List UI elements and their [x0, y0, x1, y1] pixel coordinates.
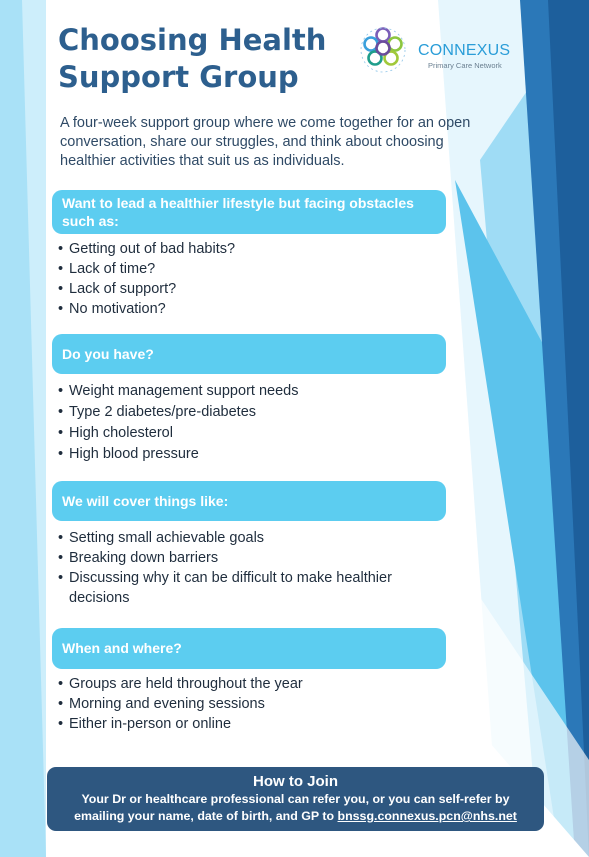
- intro-text: A four-week support group where we come together for an open conversation, share our struggles, and think about choosing healthier activities that suit us as individuals.: [60, 115, 471, 169]
- list-item: • Type 2 diabetes/pre-diabetes: [58, 402, 428, 423]
- connexus-logo: [352, 26, 522, 86]
- logo-name: CONNEXUS: [418, 42, 511, 59]
- section-heading: Want to lead a healthier lifestyle but facing obstacles such as:: [52, 190, 446, 234]
- how-to-join-title: How to Join: [253, 773, 338, 790]
- email-link[interactable]: bnssg.connexus.pcn@nhs.net: [337, 809, 517, 823]
- list-item: • Discussing why it can be difficult to make healthier decisions: [58, 568, 430, 608]
- logo-rings-icon: [352, 26, 414, 82]
- list-item: • Groups are held throughout the year: [58, 674, 428, 694]
- obstacles-list: [58, 239, 428, 319]
- list-item: • Breaking down barriers: [58, 548, 430, 568]
- list-item: • Either in-person or online: [58, 714, 428, 734]
- how-to-join-body: Your Dr or healthcare professional can refer you, or you can self-refer by emailing your name, date of birth, and GP to: [74, 792, 510, 823]
- list-item: • Lack of time?: [58, 259, 428, 279]
- when-where-list: [58, 674, 428, 734]
- how-to-join-box: [47, 767, 544, 831]
- list-item: • High blood pressure: [58, 444, 428, 465]
- logo-subtitle: Primary Care Network: [428, 61, 502, 70]
- page-title: Choosing Health Support Group: [58, 23, 327, 94]
- section-heading: We will cover things like:: [52, 481, 446, 521]
- list-item: • Setting small achievable goals: [58, 528, 430, 548]
- how-to-join-text: [47, 791, 544, 825]
- list-item: • No motivation?: [58, 299, 428, 319]
- section-heading: When and where?: [52, 628, 446, 669]
- list-item: • Morning and evening sessions: [58, 694, 428, 714]
- conditions-list: [58, 381, 428, 465]
- section-heading: Do you have?: [52, 334, 446, 374]
- topics-list: [58, 528, 430, 608]
- list-item: • Lack of support?: [58, 279, 428, 299]
- list-item: • Weight management support needs: [58, 381, 428, 402]
- list-item: • High cholesterol: [58, 423, 428, 444]
- list-item: • Getting out of bad habits?: [58, 239, 428, 259]
